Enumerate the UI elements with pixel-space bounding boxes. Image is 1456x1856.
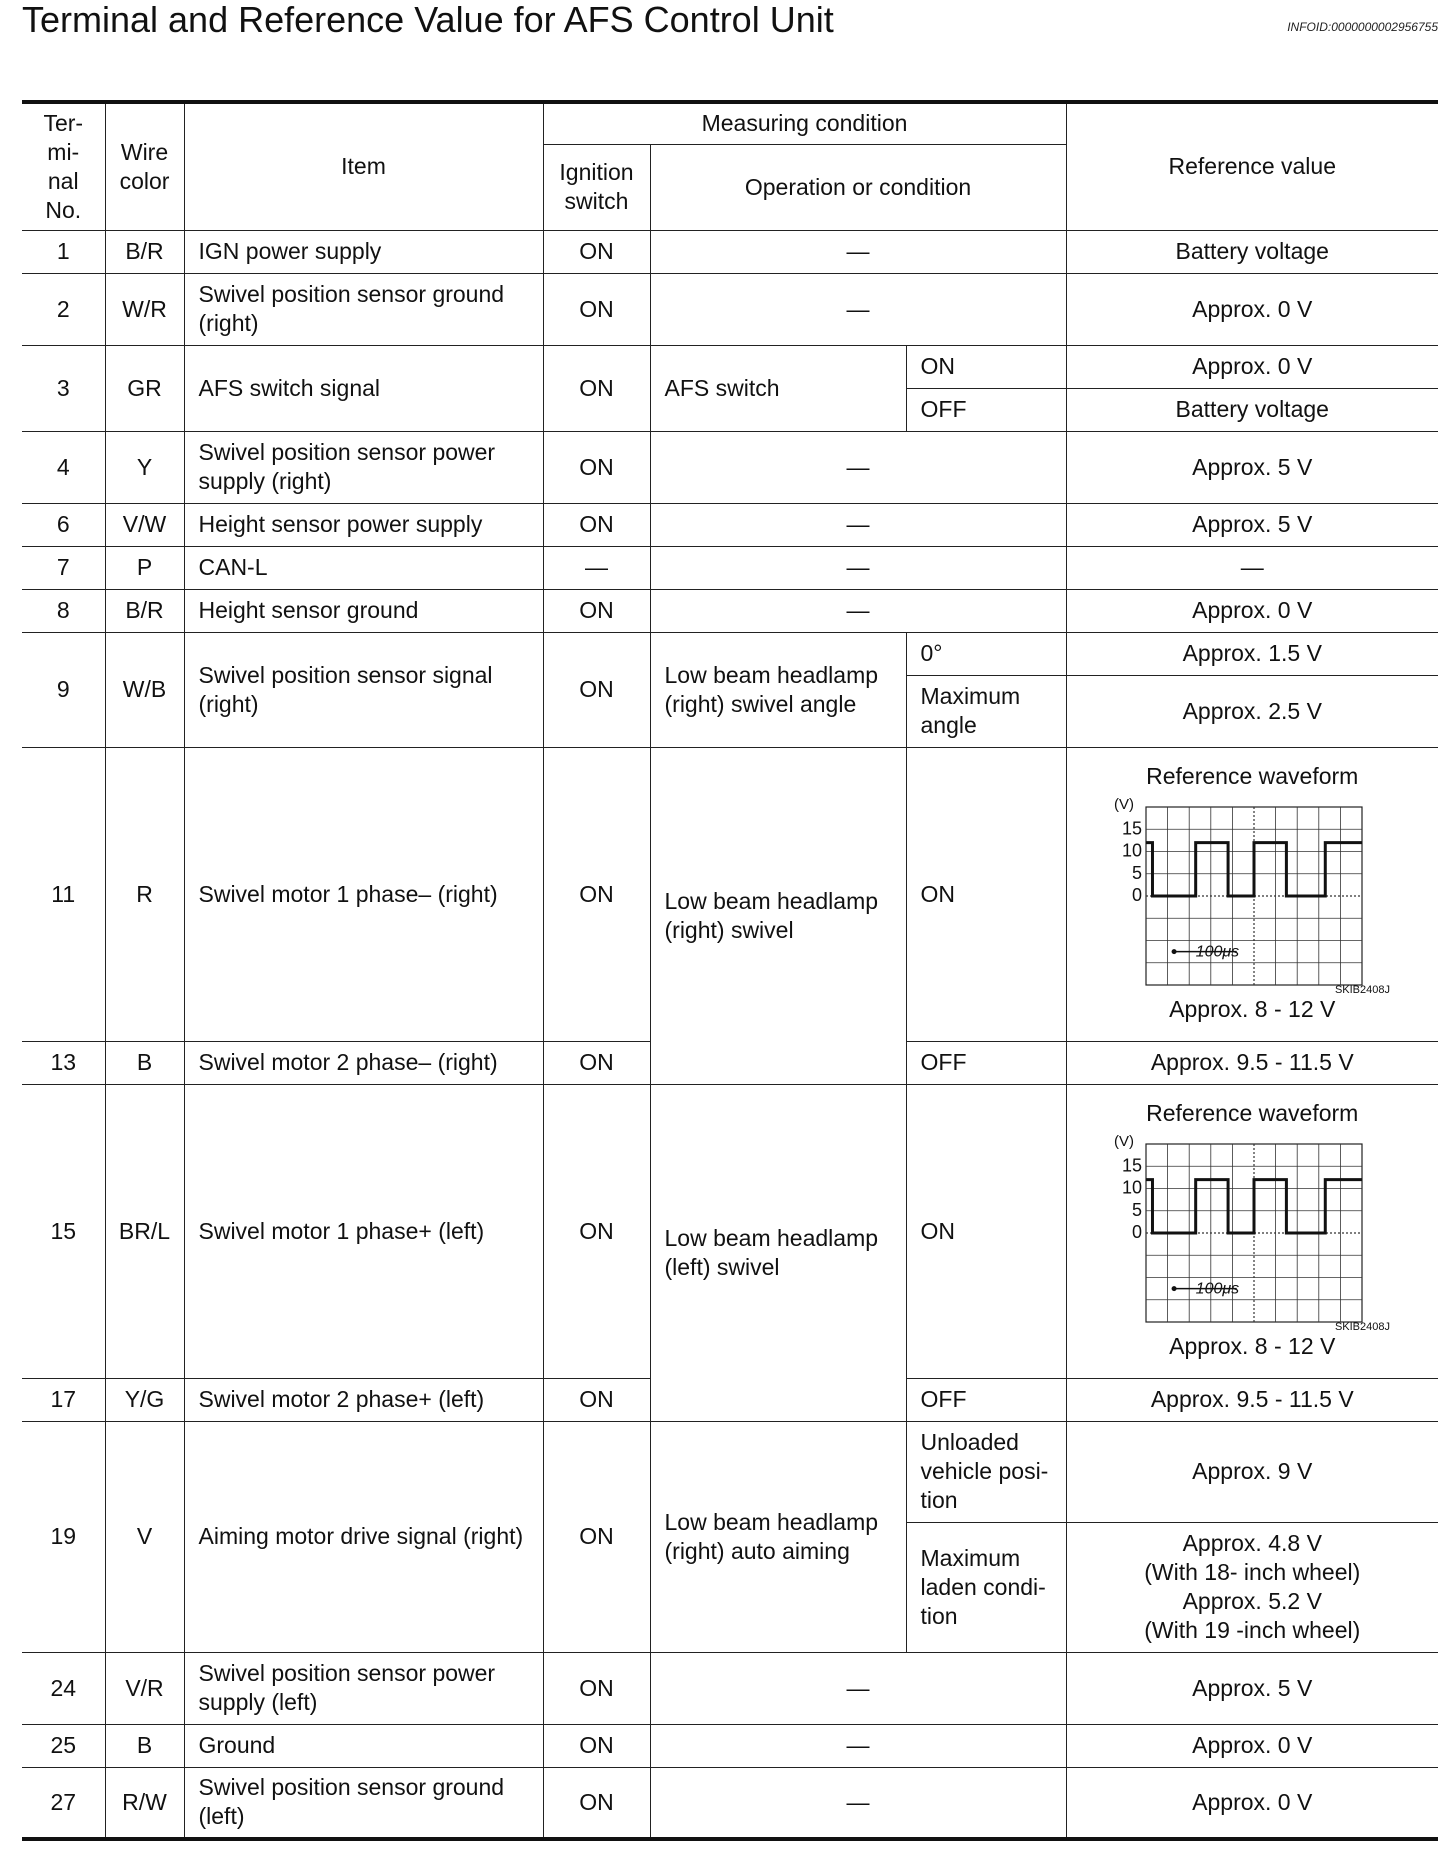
reference-cell: Approx. 5 V (1066, 431, 1438, 503)
wire-cell: Y (105, 431, 184, 503)
ignition-cell: ON (543, 589, 650, 632)
waveform-time-label: 100μs (1195, 1280, 1240, 1298)
header-reference-value: Reference value (1066, 102, 1438, 230)
item-cell: Height sensor ground (184, 589, 543, 632)
header-ignition-switch: Ignition switch (543, 144, 650, 230)
terminal-cell: 13 (22, 1041, 105, 1084)
reference-cell: Approx. 0 V (1066, 345, 1438, 388)
waveform-title: Reference waveform (1146, 763, 1359, 789)
ignition-cell: ON (543, 1421, 650, 1652)
reference-cell: Approx. 4.8 V (With 18- inch wheel) Approx. 5.2 V (With 19 -inch wheel) (1066, 1522, 1438, 1652)
waveform-y-tick: 0 (1132, 885, 1143, 905)
table-row (22, 431, 1438, 503)
item-cell: Swivel position sensor power supply (left) (184, 1652, 543, 1724)
reference-cell: Approx. 0 V (1066, 1724, 1438, 1767)
condition-cell: OFF (906, 1378, 1066, 1421)
reference-cell: Approx. 9 V (1066, 1421, 1438, 1522)
ignition-cell: ON (543, 1652, 650, 1724)
terminal-cell: 27 (22, 1767, 105, 1839)
operation-cell: — (650, 546, 1066, 589)
ignition-cell: ON (543, 747, 650, 1041)
wire-cell: V (105, 1421, 184, 1652)
wire-cell: R/W (105, 1767, 184, 1839)
reference-cell: Approx. 2.5 V (1066, 675, 1438, 747)
header-terminal-no: Ter- mi- nal No. (22, 102, 105, 230)
ignition-cell: ON (543, 1041, 650, 1084)
header-item: Item (184, 102, 543, 230)
table-row (22, 546, 1438, 589)
reference-cell: — (1066, 546, 1438, 589)
table-row (22, 1421, 1438, 1522)
ignition-cell: ON (543, 345, 650, 431)
operation-cell: — (650, 431, 1066, 503)
ignition-cell: ON (543, 503, 650, 546)
reference-waveform-cell (1066, 747, 1438, 1041)
wire-cell: P (105, 546, 184, 589)
operation-cell: AFS switch (650, 345, 906, 431)
table-row (22, 1652, 1438, 1724)
ignition-cell: — (543, 546, 650, 589)
terminal-cell: 1 (22, 230, 105, 273)
operation-cell: Low beam headlamp (left) swivel (650, 1084, 906, 1421)
condition-cell: OFF (906, 388, 1066, 431)
operation-cell: — (650, 589, 1066, 632)
reference-waveform-chart (1112, 1132, 1392, 1332)
item-cell: Height sensor power supply (184, 503, 543, 546)
item-cell: CAN-L (184, 546, 543, 589)
reference-cell: Approx. 1.5 V (1066, 632, 1438, 675)
ignition-cell: ON (543, 1767, 650, 1839)
table-row (22, 230, 1438, 273)
condition-cell: Maximum laden condi- tion (906, 1522, 1066, 1652)
header-measuring-condition: Measuring condition (543, 102, 1066, 144)
operation-cell: — (650, 273, 1066, 345)
waveform-value: Approx. 8 - 12 V (1169, 996, 1336, 1022)
condition-cell: ON (906, 747, 1066, 1041)
terminal-cell: 24 (22, 1652, 105, 1724)
reference-cell: Battery voltage (1066, 388, 1438, 431)
condition-cell: 0° (906, 632, 1066, 675)
reference-cell: Approx. 9.5 - 11.5 V (1066, 1378, 1438, 1421)
waveform-y-tick: 10 (1122, 1177, 1143, 1198)
terminal-cell: 7 (22, 546, 105, 589)
terminal-cell: 4 (22, 431, 105, 503)
reference-cell: Approx. 9.5 - 11.5 V (1066, 1041, 1438, 1084)
waveform-time-marker-dot (1172, 1286, 1177, 1291)
table-row (22, 632, 1438, 675)
reference-waveform-chart (1112, 795, 1392, 995)
item-cell: AFS switch signal (184, 345, 543, 431)
waveform-time-marker-dot (1172, 949, 1177, 954)
reference-cell: Approx. 0 V (1066, 1767, 1438, 1839)
wire-cell: B/R (105, 589, 184, 632)
operation-cell: Low beam headlamp (right) swivel angle (650, 632, 906, 747)
waveform-figure-code: SKIB2408J (1335, 1321, 1391, 1332)
operation-cell: — (650, 503, 1066, 546)
terminal-cell: 11 (22, 747, 105, 1041)
terminal-reference-table (22, 100, 1438, 1841)
wire-cell: BR/L (105, 1084, 184, 1378)
waveform-y-tick: 0 (1132, 1222, 1143, 1242)
waveform-value: Approx. 8 - 12 V (1169, 1333, 1336, 1359)
ignition-cell: ON (543, 230, 650, 273)
condition-cell: OFF (906, 1041, 1066, 1084)
wire-cell: R (105, 747, 184, 1041)
info-id: INFOID:0000000002956755 (1287, 20, 1438, 34)
wire-cell: B/R (105, 230, 184, 273)
reference-cell: Approx. 0 V (1066, 589, 1438, 632)
waveform-y-tick: 15 (1122, 818, 1143, 839)
reference-cell: Approx. 0 V (1066, 273, 1438, 345)
terminal-cell: 8 (22, 589, 105, 632)
header-wire-color: Wire color (105, 102, 184, 230)
item-cell: Swivel motor 1 phase– (right) (184, 747, 543, 1041)
table-row (22, 1724, 1438, 1767)
terminal-cell: 9 (22, 632, 105, 747)
wire-cell: W/B (105, 632, 184, 747)
ignition-cell: ON (543, 1724, 650, 1767)
operation-cell: — (650, 1767, 1066, 1839)
operation-cell: Low beam headlamp (right) swivel (650, 747, 906, 1084)
reference-cell: Battery voltage (1066, 230, 1438, 273)
terminal-cell: 15 (22, 1084, 105, 1378)
table-row (22, 503, 1438, 546)
wire-cell: GR (105, 345, 184, 431)
table-row (22, 1767, 1438, 1839)
wire-cell: W/R (105, 273, 184, 345)
waveform-figure-code: SKIB2408J (1335, 984, 1391, 995)
reference-cell: Approx. 5 V (1066, 503, 1438, 546)
terminal-cell: 3 (22, 345, 105, 431)
terminal-cell: 17 (22, 1378, 105, 1421)
reference-cell: Approx. 5 V (1066, 1652, 1438, 1724)
waveform-unit-label: (V) (1114, 796, 1135, 813)
item-cell: Swivel motor 2 phase– (right) (184, 1041, 543, 1084)
item-cell: Swivel position sensor ground (left) (184, 1767, 543, 1839)
terminal-cell: 19 (22, 1421, 105, 1652)
waveform-unit-label: (V) (1114, 1133, 1135, 1150)
item-cell: IGN power supply (184, 230, 543, 273)
wire-cell: B (105, 1041, 184, 1084)
operation-cell: — (650, 1724, 1066, 1767)
waveform-time-label: 100μs (1195, 943, 1240, 961)
ignition-cell: ON (543, 431, 650, 503)
waveform-trace (1146, 1180, 1362, 1233)
item-cell: Aiming motor drive signal (right) (184, 1421, 543, 1652)
condition-cell: Maximum angle (906, 675, 1066, 747)
wire-cell: V/W (105, 503, 184, 546)
waveform-y-tick: 5 (1132, 862, 1143, 883)
condition-cell: ON (906, 1084, 1066, 1378)
reference-waveform-cell (1066, 1084, 1438, 1378)
terminal-cell: 2 (22, 273, 105, 345)
item-cell: Swivel motor 2 phase+ (left) (184, 1378, 543, 1421)
condition-cell: Unloaded vehicle posi- tion (906, 1421, 1066, 1522)
condition-cell: ON (906, 345, 1066, 388)
ignition-cell: ON (543, 1378, 650, 1421)
waveform-trace (1146, 843, 1362, 896)
operation-cell: Low beam headlamp (right) auto aiming (650, 1421, 906, 1652)
wire-cell: Y/G (105, 1378, 184, 1421)
item-cell: Swivel position sensor power supply (right) (184, 431, 543, 503)
item-cell: Swivel position sensor ground (right) (184, 273, 543, 345)
wire-cell: V/R (105, 1652, 184, 1724)
waveform-y-tick: 15 (1122, 1155, 1143, 1176)
table-row (22, 589, 1438, 632)
table-row (22, 345, 1438, 388)
terminal-cell: 25 (22, 1724, 105, 1767)
page-title: Terminal and Reference Value for AFS Control Unit (22, 0, 834, 40)
waveform-y-tick: 10 (1122, 840, 1143, 861)
operation-cell: — (650, 1652, 1066, 1724)
ignition-cell: ON (543, 1084, 650, 1378)
item-cell: Swivel position sensor signal (right) (184, 632, 543, 747)
ignition-cell: ON (543, 632, 650, 747)
waveform-title: Reference waveform (1146, 1100, 1359, 1126)
ignition-cell: ON (543, 273, 650, 345)
table-row (22, 1084, 1438, 1378)
table-row (22, 273, 1438, 345)
operation-cell: — (650, 230, 1066, 273)
item-cell: Swivel motor 1 phase+ (left) (184, 1084, 543, 1378)
wire-cell: B (105, 1724, 184, 1767)
waveform-y-tick: 5 (1132, 1199, 1143, 1220)
terminal-cell: 6 (22, 503, 105, 546)
header-operation-or-condition: Operation or condition (650, 144, 1066, 230)
table-row (22, 747, 1438, 1041)
item-cell: Ground (184, 1724, 543, 1767)
